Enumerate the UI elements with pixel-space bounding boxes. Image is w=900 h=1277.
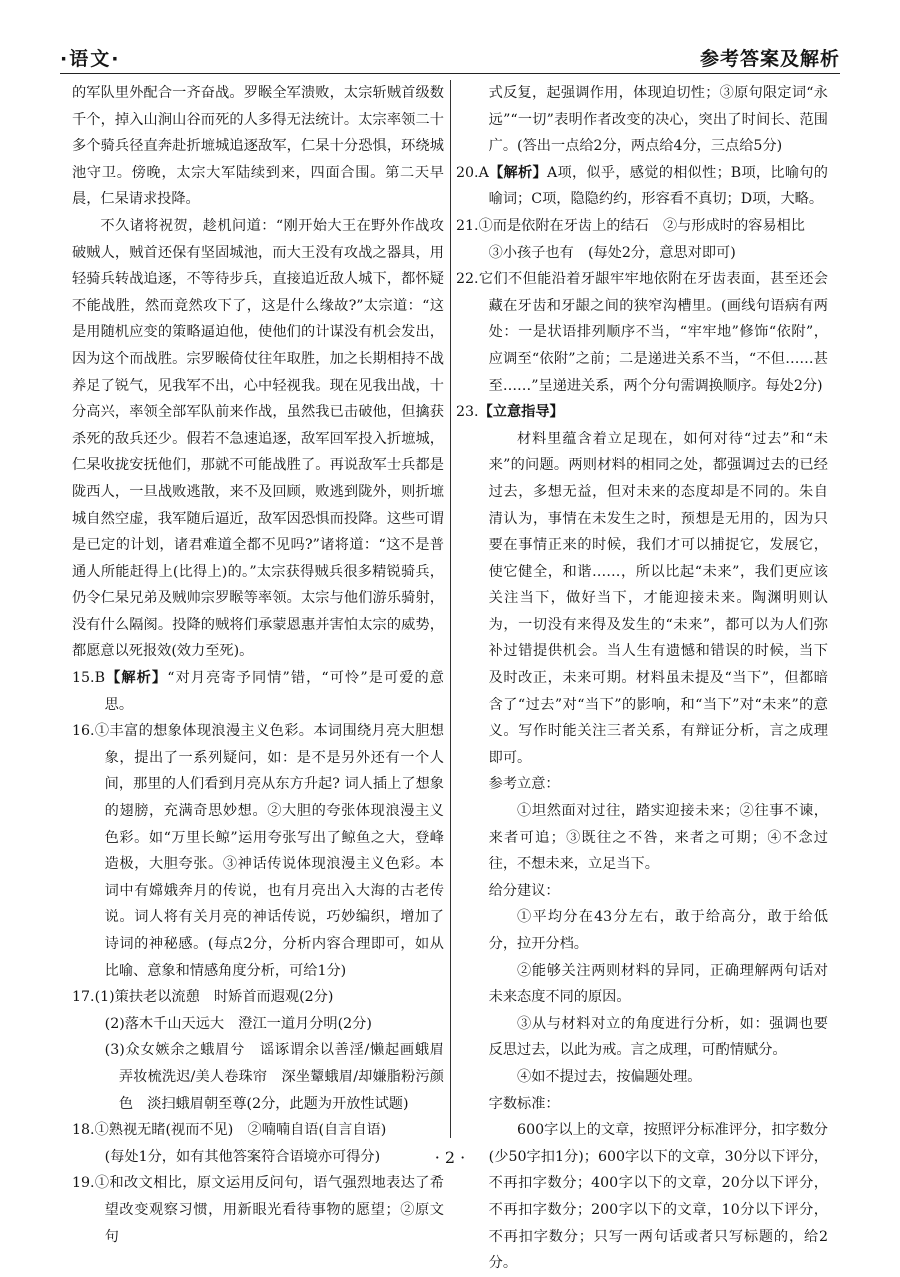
word-count-body: 600字以上的文章，按照评分标准评分，扣字数分(少50字扣1分)；600字以下的文章，30分以下评分，不再扣字数分；400字以下的文章，20分以下评分，不再扣字数分；200字以下的文章，10分以下评分，不再扣字数分；只写一两句话或者只写标题的，给2分。	[488, 1122, 828, 1272]
answer-21-part-2: ③小孩子也有 (每处2分，意思对即可)	[488, 244, 736, 261]
answer-22: 22.它们不但能沿着牙龈牢牢地依附在牙齿表面，甚至还会藏在牙齿和牙龈之间的狭窄沟槽里。(画线句语病有两处：一是状语排列顺序不当，“牢牢地”修饰“依附”，应调至“依附”之前；二是递进关系不当，“不但……甚至……”呈递进关系，两个分句需调换顺序。每处2分)	[456, 271, 828, 394]
answer-17-2: (2)落木千山天远大 澄江一道月分明(2分)	[104, 1015, 372, 1032]
translation-paragraph-1: 的军队里外配合一齐奋战。罗睺全军溃败，太宗斩贼首级数千个，掉入山涧山谷而死的人多得无法统计。太宗率领二十多个骑兵径直奔赴折墌城追逐敌军，仁杲十分恐惧，环绕城池守卫。傍晚，太宗大军陆续到来，四面合围。第二天早晨，仁杲请求投降。	[72, 85, 444, 208]
reference-intent-title: 参考立意：	[488, 776, 560, 793]
answer-17-3: (3)众女嫉余之蛾眉兮 谣诼谓余以善淫/懒起画蛾眉 弄妆梳洗迟/美人卷珠帘 深坐颦蛾眉/却嫌脂粉污颜色 淡扫蛾眉朝至尊(2分，此题为开放性试题)	[104, 1042, 459, 1112]
left-column	[72, 80, 459, 1250]
word-count-title: 字数标准：	[488, 1095, 560, 1112]
analysis-tag: 【解析】	[105, 670, 168, 687]
answer-19: 19.①和改文相比，原文运用反问句，语气强烈地表达了希望改变观察习惯，用新眼光看待事物的愿望；②原文句	[72, 1175, 444, 1245]
answer-15-number: 15.B	[72, 670, 105, 687]
intent-guidance-text: 材料里蕴含着立足现在，如何对待“过去”和“未来”的问题。两则材料的相同之处，都强调过去的已经过去，多想无益，但对未来的态度却是不同的。朱自清认为，事情在未发生之时，预想是无用的，因为只要在事情正来的时候，我们才可以捕捉它，发展它，使它健全，和谐……，所以比起“未来”，我们更应该关注当下，做好当下，才能迎接未来。陶渊明则认为，一切没有来得及发生的“未来”，都可以为人们弥补过错提供机会。当人生有遗憾和错误的时候，当下及时改正，未来可期。材料虽未提及“当下”，但都暗含了“过去”对“当下”的影响，和“当下”对“未来”的意义。写作时能关注三者关系，有辩证分析，言之成理即可。	[488, 430, 828, 766]
intent-guidance-tag: 【立意指导】	[478, 404, 564, 421]
page-header	[60, 40, 840, 74]
answer-23-heading	[456, 399, 828, 426]
answer-16: 16.①丰富的想象体现浪漫主义色彩。本词围绕月亮大胆想象，提出了一系列疑问，如：是不是另外还有一个人间，那里的人们看到月亮从东方升起? 词人插上了想象的翅膀，充满奇思妙想。②大胆的夸张体现浪漫主义色彩。如“万里长鲸”运用夸张写出了鲸鱼之大，登峰造极，大胆夸张。③神话传说体现浪漫主义色彩。本词中有嫦娥奔月的传说，也有月亮出入大海的古老传说。词人将有关月亮的神话传说，巧妙编织，增加了诗词的神秘感。(每点2分，分析内容合理即可，如从比喻、意象和情感角度分析，可给1分)	[72, 723, 444, 979]
reference-intent-body: ①坦然面对过往，踏实迎接未来；②往事不谏，来者可追；③既往之不咎，来者之可期；④不念过往，不想未来，立足当下。	[488, 803, 828, 873]
scoring-advice-2: ②能够关注两则材料的异同，正确理解两句话对未来态度不同的原因。	[488, 962, 828, 1006]
analysis-tag: 【解析】	[488, 164, 547, 181]
translation-paragraph-2: 不久诸将祝贺，趁机问道：“刚开始大王在野外作战攻破贼人，贼首还保有坚固城池，而大王没有攻战之器具，用轻骑兵转战追逐，不等待步兵，直接追近敌人城下，都怀疑不能战胜，然而竟然攻下了，这是什么缘故?”太宗道：“这是用随机应变的策略逼迫他，使他们的计谋没有机会发出，因为这个而战胜。宗罗睺倚仗往年取胜，加之长期相持不战养足了锐气，见我军不出，心中轻视我。现在见我出战，十分高兴，率领全部军队前来作战，虽然我已击破他，但擒获杀死的敌兵还少。假若不急速追逐，敌军回军投入折墌城，仁杲收拢安抚他们，那就不可能战胜了。再说敌军士兵都是陇西人，一旦战败逃散，来不及回顾，败逃到陇外，则折墌城自然空虚，我军随后逼近，敌军因恐惧而投降。这些可谓是已定的计划，诸君难道全都不见吗?”诸将道：“这不是普通人所能赶得上(比得上)的。”太宗获得贼兵很多精锐骑兵，仍令仁杲兄弟及贼帅宗罗睺等率领。太宗与他们游乐骑射，没有什么隔阂。投降的贼将们承蒙恩惠并害怕太宗的威势，都愿意以死报效(效力至死)。	[72, 217, 444, 660]
scoring-advice-3: ③从与材料对立的角度进行分析，如：强调也要反思过去，以此为戒。言之成理，可酌情赋分。	[488, 1015, 828, 1059]
page-number: · 2 ·	[434, 1148, 466, 1167]
answer-20	[456, 160, 828, 213]
answer-20-number: 20.A	[456, 164, 489, 181]
answer-15	[72, 665, 444, 718]
header-rule	[60, 73, 840, 74]
scoring-advice-1: ①平均分在43分左右，敢于给高分，敢于给低分，拉开分档。	[488, 909, 828, 952]
scoring-advice-title: 给分建议：	[488, 882, 560, 899]
answer-17-1: 17.(1)策扶老以流憩 时矫首而遐观(2分)	[72, 989, 334, 1006]
right-column	[456, 80, 828, 1277]
answer-20-text: A项，似乎，感觉的相似性；B项，比喻句的喻词；C项，隐隐约约，形容看不真切；D项，大略。	[488, 164, 828, 208]
answer-18-note: (每处1分，如有其他答案符合语境亦可得分)	[104, 1148, 381, 1165]
scoring-advice-4: ④如不提过去，按偏题处理。	[517, 1068, 702, 1085]
answer-19-continued: 式反复，起强调作用，体现迫切性；③原句限定词“永远”“一切”表明作者改变的决心，突出了时间长、范围广。(答出一点给2分，两点给4分，三点给5分)	[488, 85, 828, 155]
subject-label: ·语文·	[60, 48, 121, 70]
header-title: 参考答案及解析	[699, 48, 840, 70]
answer-15-text: “对月亮寄予同情”错，“可怜”是可爱的意思。	[104, 670, 444, 713]
answer-21: 21.①而是依附在牙齿上的结石 ②与形成时的容易相比	[456, 217, 805, 234]
column-divider	[450, 80, 451, 1138]
answer-23-number: 23.	[456, 404, 479, 421]
answer-18: 18.①熟视无睹(视而不见) ②喃喃自语(自言自语)	[72, 1122, 387, 1139]
